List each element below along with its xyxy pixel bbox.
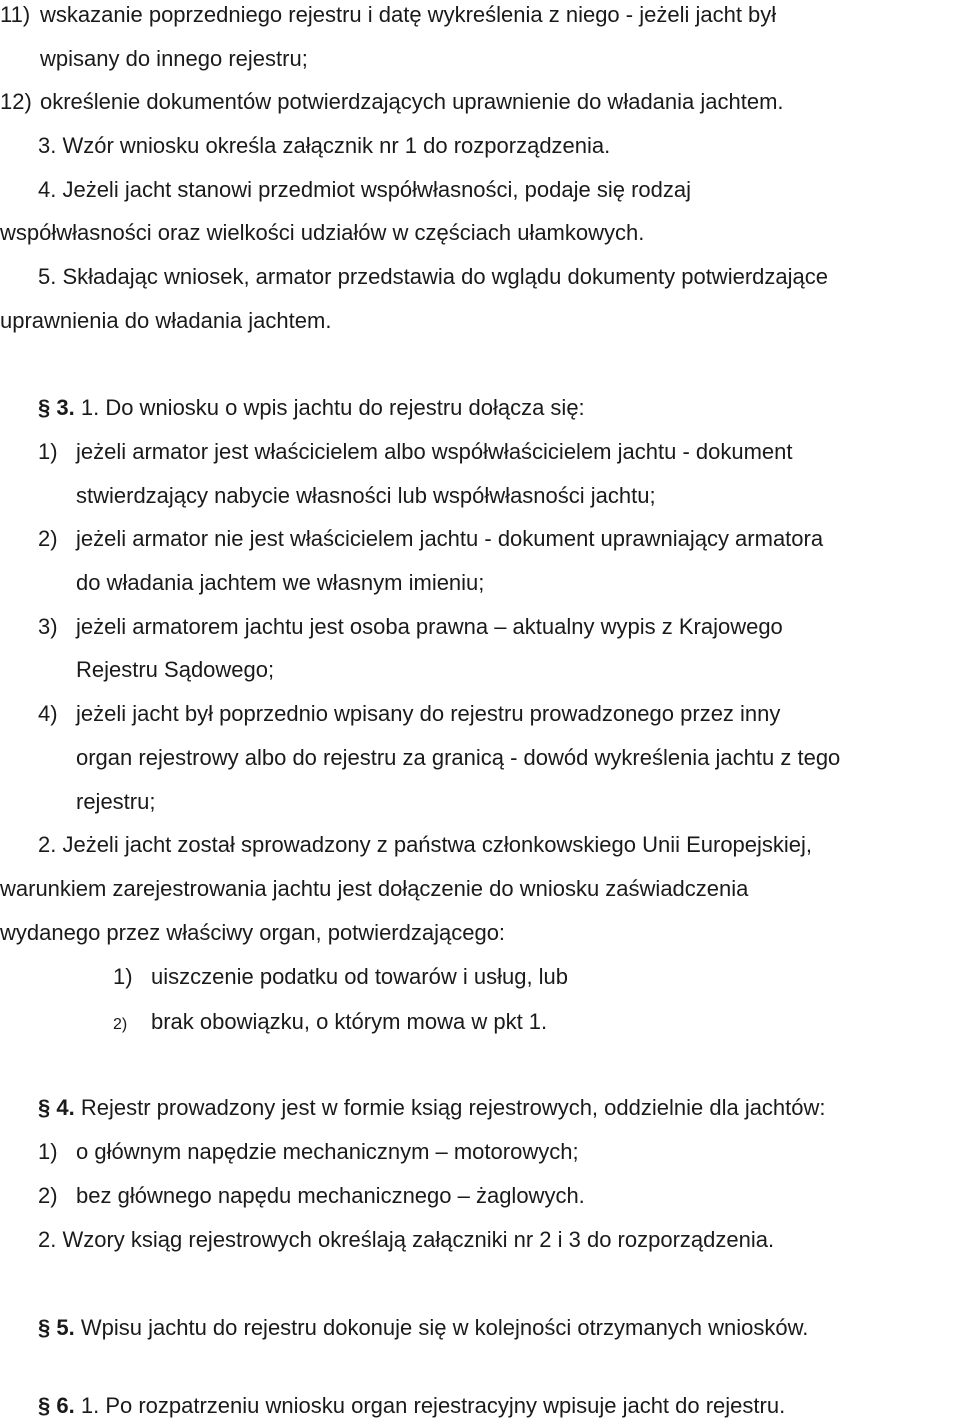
list-item-number: 3)	[38, 614, 58, 639]
paragraph-5-line2: uprawnienia do władania jachtem.	[0, 308, 332, 333]
list-item-number: 1)	[113, 964, 133, 989]
paragraph-5-line1: 5. Składając wniosek, armator przedstawia do wglądu dokumenty potwierdzające	[38, 264, 828, 289]
section-text: Wpisu jachtu do rejestru dokonuje się w kolejności otrzymanych wniosków.	[80, 1315, 809, 1340]
section-text: Rejestr prowadzony jest w formie ksiąg rejestrowych, oddzielnie dla jachtów:	[80, 1095, 826, 1120]
list-item-text: jeżeli armator nie jest właścicielem jachtu - dokument uprawniający armatora	[76, 526, 824, 551]
list-item-number: 4)	[38, 701, 58, 726]
list-item-text: brak obowiązku, o którym mowa w pkt 1.	[151, 1009, 548, 1034]
section-symbol: §	[38, 1315, 51, 1340]
list-item	[38, 701, 780, 727]
list-item-12	[0, 89, 784, 115]
section-3-heading	[38, 395, 585, 421]
list-item-text: uiszczenie podatku od towarów i usług, lub	[151, 964, 569, 989]
sub-list-item	[113, 964, 568, 990]
section-symbol: §	[38, 1095, 51, 1120]
list-item-continuation: stwierdzający nabycie własności lub współwłasności jachtu;	[76, 483, 656, 508]
section-number: 5.	[56, 1315, 75, 1340]
list-item-number: 12)	[0, 89, 32, 114]
section-number: 4.	[56, 1095, 75, 1120]
list-item-continuation: organ rejestrowy albo do rejestru za granicą - dowód wykreślenia jachtu z tego	[76, 745, 841, 770]
paragraph-3: 3. Wzór wniosku określa załącznik nr 1 do rozporządzenia.	[38, 133, 611, 158]
list-item-number: 2)	[113, 1016, 128, 1033]
section-number: 6.	[56, 1393, 75, 1418]
list-item-number: 1)	[38, 1139, 58, 1164]
section-3-paragraph-2-line1: 2. Jeżeli jacht został sprowadzony z państwa członkowskiego Unii Europejskiej,	[38, 832, 813, 857]
section-symbol: §	[38, 395, 51, 420]
section-6-heading	[38, 1393, 785, 1419]
list-item	[38, 439, 793, 465]
sub-list-item	[113, 1009, 547, 1038]
list-item-text: bez głównego napędu mechanicznego – żaglowych.	[76, 1183, 585, 1208]
list-item-text: jeżeli jacht był poprzednio wpisany do rejestru prowadzonego przez inny	[76, 701, 781, 726]
list-item-text: jeżeli armator jest właścicielem albo współwłaścicielem jachtu - dokument	[76, 439, 793, 464]
list-item-continuation: do władania jachtem we własnym imieniu;	[76, 570, 485, 595]
list-item-text: wskazanie poprzedniego rejestru i datę wykreślenia z niego - jeżeli jacht był	[40, 2, 777, 27]
section-text: 1. Do wniosku o wpis jachtu do rejestru dołącza się:	[80, 395, 585, 420]
list-item-11-continuation: wpisany do innego rejestru;	[40, 46, 308, 71]
list-item-11	[0, 2, 776, 28]
list-item-continuation: rejestru;	[76, 789, 156, 814]
section-3-paragraph-2-line2: warunkiem zarejestrowania jachtu jest dołączenie do wniosku zaświadczenia	[0, 876, 749, 901]
list-item-number: 2)	[38, 526, 58, 551]
list-item	[38, 1139, 579, 1165]
section-4-heading	[38, 1095, 826, 1121]
list-item	[38, 526, 823, 552]
paragraph-4-line2: współwłasności oraz wielkości udziałów w częściach ułamkowych.	[0, 220, 645, 245]
list-item-continuation: Rejestru Sądowego;	[76, 657, 275, 682]
list-item-text: jeżeli armatorem jachtu jest osoba prawna – aktualny wypis z Krajowego	[76, 614, 783, 639]
paragraph-4-line1: 4. Jeżeli jacht stanowi przedmiot współwłasności, podaje się rodzaj	[38, 177, 691, 202]
list-item	[38, 1183, 585, 1209]
section-4-paragraph-2: 2. Wzory ksiąg rejestrowych określają załączniki nr 2 i 3 do rozporządzenia.	[38, 1227, 775, 1252]
section-number: 3.	[56, 395, 75, 420]
list-item-number: 2)	[38, 1183, 58, 1208]
list-item-number: 1)	[38, 439, 58, 464]
section-symbol: §	[38, 1393, 51, 1418]
list-item-text: o głównym napędzie mechanicznym – motorowych;	[76, 1139, 579, 1164]
list-item-number: 11)	[0, 2, 31, 27]
section-3-paragraph-2-line3: wydanego przez właściwy organ, potwierdzającego:	[0, 920, 506, 945]
list-item	[38, 614, 783, 640]
section-5-heading	[38, 1315, 808, 1341]
section-text: 1. Po rozpatrzeniu wniosku organ rejestracyjny wpisuje jacht do rejestru.	[80, 1393, 786, 1418]
list-item-text: określenie dokumentów potwierdzających uprawnienie do władania jachtem.	[40, 89, 784, 114]
